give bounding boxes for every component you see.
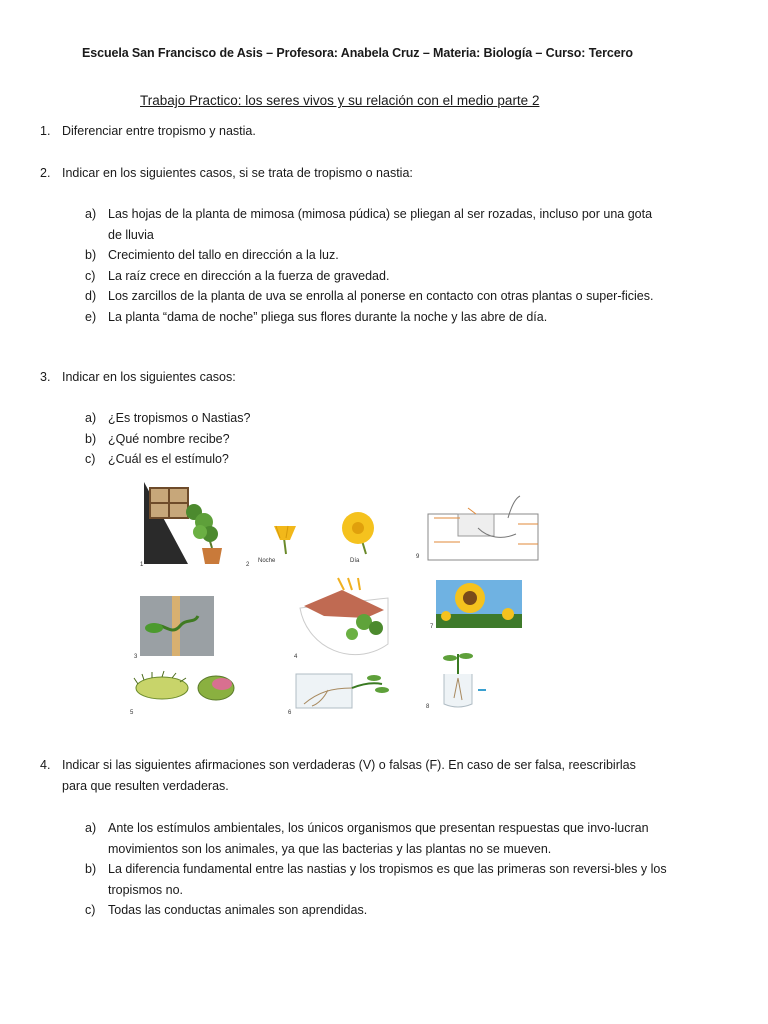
panel-number: 3	[134, 654, 138, 660]
question-text: Indicar si las siguientes afirmaciones son verdaderas (V) o falsas (F). En caso de ser falsa, reescribirlas	[62, 758, 636, 772]
title-prefix: Trabajo Practico	[140, 93, 238, 108]
panel-number: 6	[288, 710, 292, 716]
list-item: c) ¿Cuál es el estímulo?	[85, 452, 229, 466]
question-4	[40, 758, 636, 772]
q4-items	[85, 818, 675, 921]
list-item: c) Todas las conductas animales son aprendidas.	[85, 903, 368, 917]
list-item: b) La diferencia fundamental entre las nastias y los tropismos es que las primeras son reversi-bles y los tropismos no.	[85, 862, 667, 897]
question-4-continuation: para que resulten verdaderas.	[62, 779, 229, 793]
panel-number: 2	[246, 562, 250, 568]
question-text: Indicar en los siguientes casos, si se trata de tropismo o nastia:	[62, 166, 413, 180]
list-item: a) Ante los estímulos ambientales, los únicos organismos que presentan respuestas que invo-lucran movimientos son los animales, ya que las bacterias y las plantas no se mueven.	[85, 821, 649, 856]
panel-1-window-plant	[144, 482, 222, 564]
list-item: c) La raíz crece en dirección a la fuerza de gravedad.	[85, 268, 390, 283]
list-item: b) ¿Qué nombre recibe?	[85, 431, 230, 446]
panel-number: 5	[130, 710, 134, 716]
panel-number: 4	[294, 654, 298, 660]
label-day: Día	[350, 558, 360, 564]
school-header: Escuela San Francisco de Asis – Profesora: Anabela Cruz – Materia: Biología – Curso: Tercero	[82, 46, 633, 60]
question-1	[40, 124, 256, 138]
list-item: e) La planta “dama de noche” pliega sus flores durante la noche y las abre de día.	[85, 309, 548, 324]
question-number: 4.	[40, 758, 51, 772]
list-item: d) Los zarcillos de la planta de uva se enrolla al ponerse en contacto con otras plantas o super-ficies.	[85, 289, 654, 303]
q3-items	[85, 408, 675, 470]
title-suffix: parte 2	[497, 93, 540, 108]
question-number: 2.	[40, 166, 51, 180]
list-item: b) Crecimiento del tallo en dirección a la luz.	[85, 248, 339, 262]
panel-number: 7	[430, 624, 434, 630]
q2-items	[85, 204, 675, 327]
question-3	[40, 370, 236, 384]
page-title	[140, 93, 539, 108]
question-text: Indicar en los siguientes casos:	[62, 370, 236, 384]
question-text: Diferenciar entre tropismo y nastia.	[62, 124, 256, 138]
plant-responses-figure	[128, 478, 552, 730]
question-number: 3.	[40, 370, 51, 384]
panel-3-tendril	[140, 596, 214, 656]
panel-number: 1	[140, 562, 144, 568]
list-item: a) ¿Es tropismos o Nastias?	[85, 411, 251, 425]
panel-7-sunflowers	[436, 580, 522, 628]
label-night: Noche	[258, 558, 276, 564]
question-number: 1.	[40, 124, 51, 138]
list-item: a) Las hojas de la planta de mimosa (mimosa púdica) se pliegan al ser rozadas, incluso por una gota de lluvia	[85, 207, 653, 242]
panel-number: 9	[416, 554, 420, 560]
title-main: : los seres vivos y su relación con el medio	[237, 93, 498, 108]
question-2	[40, 166, 413, 180]
panel-number: 8	[426, 704, 430, 710]
